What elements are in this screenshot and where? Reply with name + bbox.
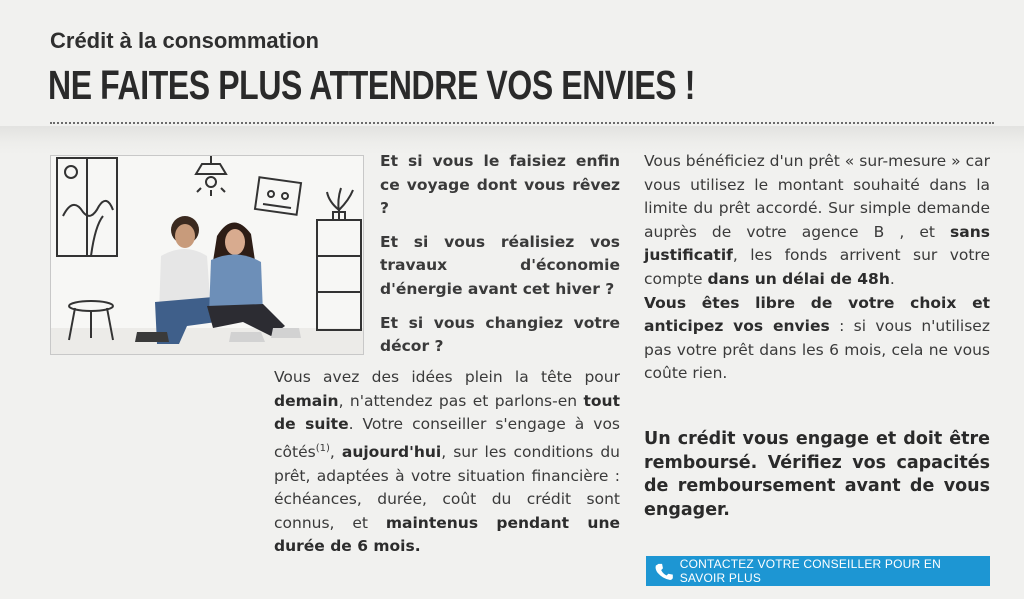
questions-block xyxy=(380,150,620,369)
middle-paragraph xyxy=(274,366,620,559)
couple-drawing xyxy=(51,156,363,354)
text-span: : si vous n'utilisez pas votre prêt dans les 6 mois, cela ne vous coûte rien. xyxy=(644,317,990,383)
phone-icon xyxy=(654,561,674,581)
legal-warning: Un crédit vous engage et doit être remboursé. Vérifiez vos capacités de remboursement avant de vous engager. xyxy=(644,429,990,520)
text-span: , sur les conditions du prêt, adaptées à votre situation financière : échéances, durée, coût du crédit sont connus, et xyxy=(274,442,620,532)
contact-advisor-button[interactable] xyxy=(646,556,990,586)
text-span: , n'attendez pas et parlons-en xyxy=(338,391,584,410)
footnote-ref: (1) xyxy=(315,442,330,454)
question-travel: Et si vous le faisiez enfin ce voyage dont vous rêvez ? xyxy=(380,152,620,218)
bold-demain: demain xyxy=(274,391,339,410)
page-title: NE FAITES PLUS ATTENDRE VOS ENVIES ! xyxy=(48,62,695,108)
text-span: Vous avez des idées plein la tête pour xyxy=(274,368,620,386)
paragraph-conseiller xyxy=(274,366,620,559)
bold-tout-de-suite: tout de suite xyxy=(274,391,620,434)
text-span: Vous bénéficiez d'un prêt « sur-mesure » car vous utilisez le montant souhaité dans la limite du prêt accordé. Sur simple demande auprès de votre agence B , et xyxy=(644,152,990,241)
paragraph-libre xyxy=(644,292,990,386)
paragraph-sur-mesure xyxy=(644,150,990,292)
bold-delai: dans un délai de 48h xyxy=(707,269,890,288)
dotted-divider xyxy=(50,122,994,124)
text-span: . xyxy=(889,269,895,288)
text-span: , xyxy=(329,442,342,461)
bold-sans-justificatif: sans justificatif xyxy=(644,222,990,265)
bold-aujourdhui: aujourd'hui xyxy=(341,442,442,461)
cta-label: CONTACTEZ VOTRE CONSEILLER POUR EN SAVOIR PLUS xyxy=(679,557,941,585)
bold-maintenus: maintenus pendant une durée de 6 mois. xyxy=(274,513,620,556)
question-renovation: Et si vous réalisiez vos travaux d'économie d'énergie avant cet hiver ? xyxy=(380,232,620,298)
page-subtitle: Crédit à la consommation xyxy=(50,28,319,53)
right-column xyxy=(644,150,990,386)
bold-libre-choix: Vous êtes libre de votre choix et anticipez vos envies xyxy=(644,293,990,336)
question-decor: Et si vous changiez votre décor ? xyxy=(380,313,620,356)
text-span: . Votre conseiller s'engage à vos côtés xyxy=(274,415,621,461)
couple-illustration xyxy=(50,155,364,355)
text-span: , les fonds arrivent sur votre compte xyxy=(644,246,990,288)
